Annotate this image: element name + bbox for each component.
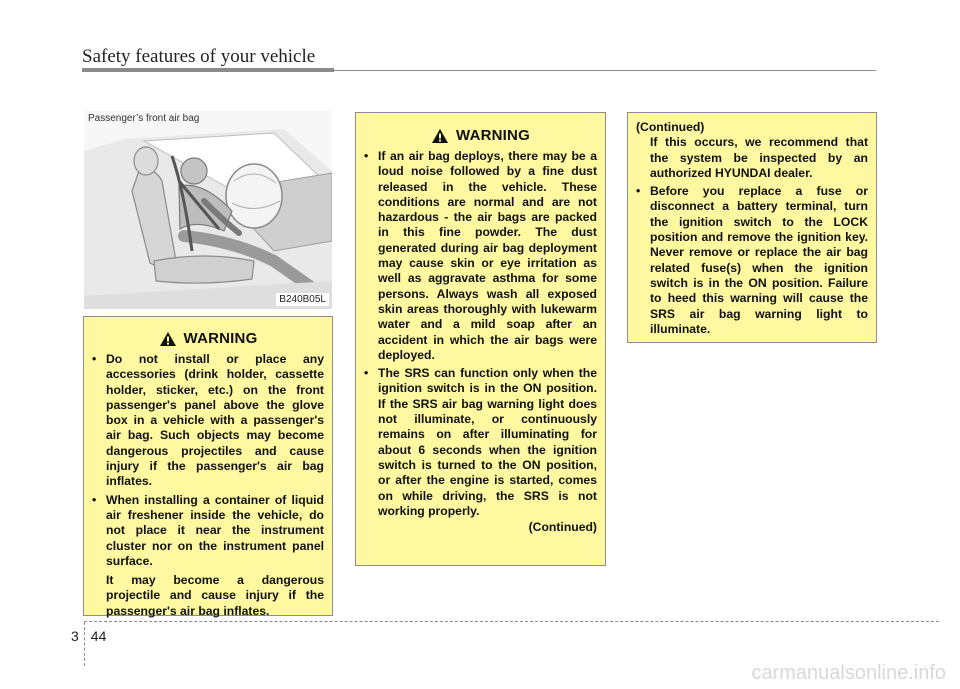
bullet-dot-icon: • [364, 366, 369, 381]
warning-bullet-text: Before you replace a fuse or disconnect a battery terminal, turn the ignition switch to the LOCK position and remove the ignition key. Never remove or replace the air bag related fuse(s) when the ignition switch is in the ON position. Failure to heed this warning will cause the SRS air bag warning light to illuminate. [650, 184, 868, 336]
page-number-value: 44 [90, 628, 107, 644]
continued-label: (Continued) [528, 520, 597, 535]
warning-bullet-text: Do not install or place any accessories (drink holder, cassette holder, sticker, etc.) on the front passenger's panel above the glove box in a vehicle with a passenger's air bag. Such objects may become dangerous projectiles and cause injury if the passenger's air bag inflates. [106, 352, 324, 489]
airbag-illustration [84, 111, 332, 309]
warning-extra-paragraph: It may become a dangerous projectile and cause injury if the passenger's air bag inflates. [106, 573, 324, 618]
continued-heading: (Continued) [636, 120, 705, 134]
warning-title: WARNING [183, 330, 258, 348]
bullet-dot-icon: • [92, 492, 97, 507]
bullet-dot-icon: • [636, 184, 641, 199]
warning-bullet [636, 184, 868, 337]
warning-header [92, 329, 324, 349]
page-header-title: Safety features of your vehicle [82, 46, 316, 67]
page-number [71, 628, 106, 644]
watermark: carmanualsonline.info [751, 662, 946, 684]
warning-bullet [364, 149, 597, 363]
footer-rule [84, 621, 939, 622]
warning-box-deployment [355, 112, 606, 566]
warning-bullet [92, 493, 324, 569]
figure-code: B240B05L [276, 293, 329, 306]
warning-triangle-icon [159, 331, 177, 347]
header-rule-thin [334, 70, 876, 71]
warning-bullet [364, 366, 597, 519]
continued-text: If this occurs, we recommend that the system be inspected by an authorized HYUNDAI dealer. [650, 135, 868, 180]
warning-header [364, 126, 597, 146]
header-rule-thick [82, 68, 334, 72]
bullet-dot-icon: • [364, 149, 369, 163]
figure-caption: Passenger’s front air bag [88, 113, 200, 124]
warning-bullet-text: If an air bag deploys, there may be a loud noise followed by a fine dust released in the vehicle. These conditions are normal and are not hazardous - the air bags are packed in this fine powder. The dust generated during air bag deployment may cause skin or eye irritation as well as aggravate asthma for some persons. Always wash all exposed skin areas thoroughly with lukewarm water and a mild soap after an accident in which the air bags were deployed. [378, 149, 597, 362]
chapter-number: 3 [71, 628, 79, 644]
warning-bullet-text: The SRS can function only when the ignition switch is in the ON position. If the SRS air bag warning light does not illuminate, or continuously remains on after illuminating for about 6 seconds when the ignition switch is turned to the ON position, or after the engine is started, comes on while driving, the SRS is not working properly. [378, 366, 597, 518]
warning-box-continued [627, 112, 877, 343]
warning-bullet-text: When installing a container of liquid air freshener inside the vehicle, do not place it near the instrument cluster nor on the instrument panel surface. [106, 492, 324, 568]
warning-triangle-icon [431, 128, 449, 144]
bullet-dot-icon: • [92, 352, 97, 366]
airbag-illustration-icon [84, 111, 332, 309]
warning-bullet [92, 352, 324, 490]
warning-title: WARNING [456, 127, 530, 145]
warning-box-accessories [83, 316, 333, 616]
